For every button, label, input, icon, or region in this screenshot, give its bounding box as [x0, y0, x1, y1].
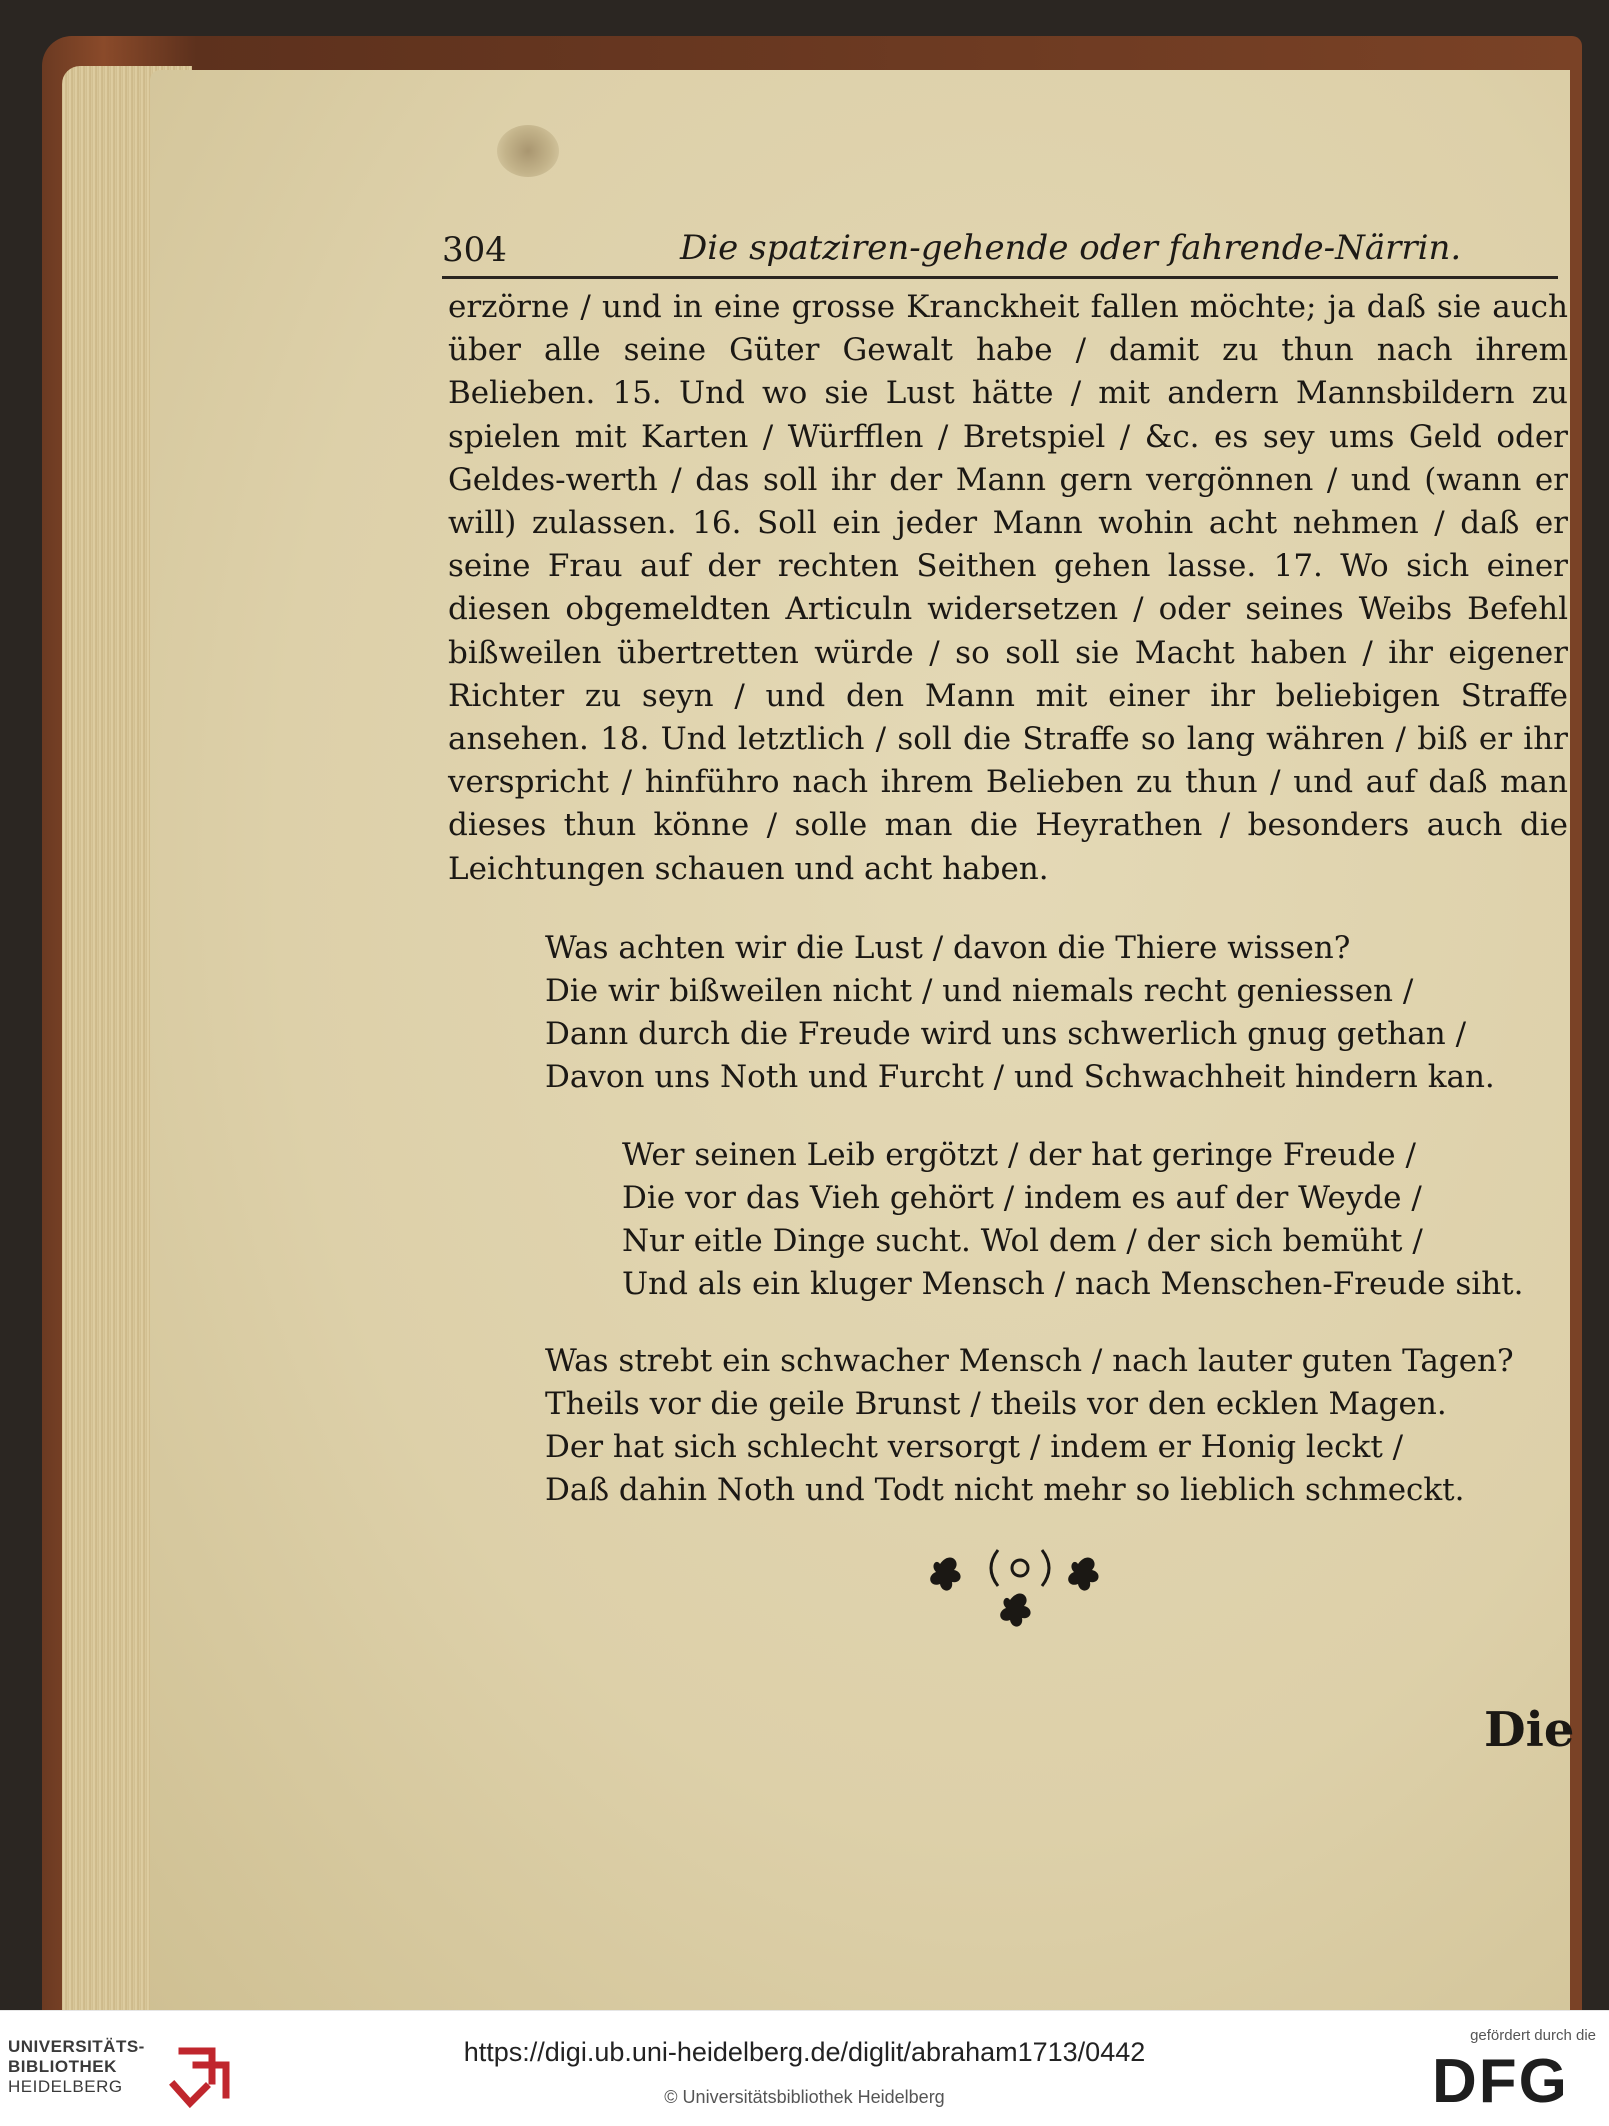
library-name-line: HEIDELBERG	[8, 2077, 123, 2096]
fleuron-ornament-icon	[930, 1542, 1110, 1632]
library-name-line: UNIVERSITÄTS-	[8, 2037, 145, 2056]
poem-line: Nur eitle Dinge sucht. Wol dem / der sich bemüht /	[622, 1223, 1423, 1259]
poem-line: Die wir bißweilen nicht / und niemals recht geniessen /	[545, 973, 1414, 1009]
poem-line: Daß dahin Noth und Todt nicht mehr so lieblich schmeckt.	[545, 1472, 1465, 1508]
viewer-footer	[0, 2010, 1609, 2126]
dfg-funding[interactable]	[1428, 2027, 1598, 2123]
poem-line: Was achten wir die Lust / davon die Thiere wissen?	[545, 930, 1351, 966]
poem-line: Und als ein kluger Mensch / nach Menschen-Freude siht.	[622, 1266, 1524, 1302]
dfg-logo: DFG	[1432, 2047, 1569, 2116]
paper-stain	[497, 125, 559, 177]
running-title: Die spatziren-gehende oder fahrende-Närrin.	[680, 228, 1462, 268]
poem-line: Die vor das Vieh gehört / indem es auf der Weyde /	[622, 1180, 1422, 1216]
catchword: Die	[1484, 1702, 1575, 1758]
header-rule	[442, 276, 1558, 279]
permalink-url[interactable]: https://digi.ub.uni-heidelberg.de/diglit/abraham1713/0442	[463, 2037, 1146, 2067]
poem-stanza-1	[545, 927, 1495, 1099]
funding-caption: gefördert durch die	[1470, 2027, 1596, 2044]
poem-line: Dann durch die Freude wird uns schwerlich gnug gethan /	[545, 1016, 1467, 1052]
poem-stanza-3	[545, 1340, 1514, 1512]
body-paragraph: erzörne / und in eine grosse Kranckheit fallen möchte; ja daß sie auch über alle seine Güter Gewalt habe / damit zu thun nach ihrem Belieben. 15. Und wo sie Lust hätte / mit andern Mannsbildern zu spielen mit Karten / Würfflen / Bretspiel / &c. es sey ums Geld oder Geldes-werth / das soll ihr der Mann gern vergönnen / und (wann er will) zulassen. 16. Soll ein jeder Mann wohin acht nehmen / daß er seine Frau auf der rechten Seithen gehen lasse. 17. Wo sich einer diesen obgemeldten Articuln widersetzen / oder seines Weibs Befehl bißweilen übertretten würde / so soll sie Macht haben / ihr eigener Richter zu seyn / und den Mann mit einer ihr beliebigen Straffe ansehen. 18. Und letztlich / soll die Straffe so lang währen / biß er ihr verspricht / hinführo nach ihrem Belieben zu thun / und auf daß man dieses thun könne / solle man die Heyrathen / besonders auch die Leichtungen schauen und acht haben.	[448, 289, 1568, 887]
poem-line: Davon uns Noth und Furcht / und Schwachheit hindern kan.	[545, 1059, 1495, 1095]
poem-line: Theils vor die geile Brunst / theils vor den ecklen Magen.	[545, 1386, 1447, 1422]
poem-line: Was strebt ein schwacher Mensch / nach lauter guten Tagen?	[545, 1343, 1514, 1379]
running-header	[442, 226, 1562, 270]
page-number: 304	[442, 230, 507, 270]
poem-line: Der hat sich schlecht versorgt / indem er Honig leckt /	[545, 1429, 1404, 1465]
poem-line: Wer seinen Leib ergötzt / der hat geringe Freude /	[622, 1137, 1416, 1173]
library-name-line: BIBLIOTHEK	[8, 2057, 117, 2076]
copyright-notice: © Universitätsbibliothek Heidelberg	[664, 2087, 945, 2107]
poem-stanza-2	[622, 1134, 1523, 1306]
